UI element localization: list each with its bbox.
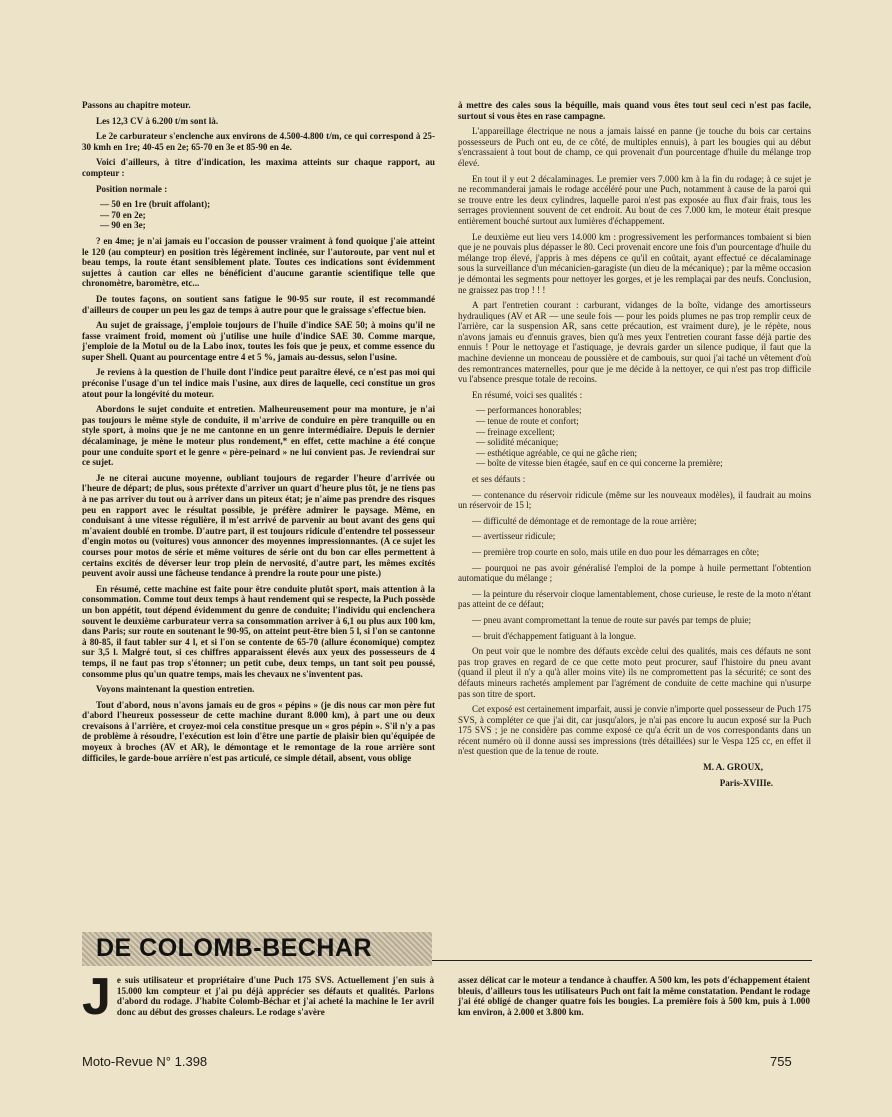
section-divider	[432, 960, 812, 961]
paragraph: Le deuxième eut lieu vers 14.000 km : progressivement les performances tombaient si bien que je ne pouvais plus dépasser le 80. Ceci provenait encore une fois d'un pourcentage d'huile du mélange trop élevé, j'appris à mes dépens ce qu'il en coûtait, ayant effectué ce décalaminage sous la surveillance d'un mécanicien-garagiste (un dieu de la mécanique) ; par la même occasion je démontai les segments pour nettoyer les gorges, et je les remplaçai par des neufs. Conclusion, ne graissez pas trop ! ! !	[458, 231, 811, 295]
colomb-bechar-left-text	[82, 968, 434, 1026]
qualities-list	[476, 405, 811, 469]
list-item: — 50 en 1re (bruit affolant);	[100, 199, 211, 210]
defect-item: — avertisseur ridicule;	[472, 531, 556, 542]
paragraph: Le 2e carburateur s'enclenche aux environs de 4.500-4.800 t/m, ce qui correspond à 25-30 kmh en 1re; 40-45 en 2e; 65-70 en 3e et 85-90 en 4e.	[82, 131, 435, 152]
list-item: — performances honorables;	[476, 405, 582, 416]
author-signature: M. A. GROUX,	[703, 762, 763, 773]
list-item: — freinage excellent;	[476, 426, 555, 437]
list-item: — esthétique agréable, ce qui ne gâche rien;	[476, 447, 638, 458]
defect-item: — pneu avant compromettant la tenue de route sur pavés par temps de pluie;	[472, 614, 752, 625]
paragraph: à mettre des cales sous la béquille, mais quand vous êtes tout seul ceci n'est pas facile, surtout si vous êtes en rase campagne.	[458, 100, 811, 121]
defect-item: — contenance du réservoir ridicule (même sur les nouveaux modèles), il faudrait au moins un réservoir de 15 l;	[458, 489, 811, 511]
paragraph: Je reviens à la question de l'huile dont l'indice peut paraître élevé, ce n'est pas moi qui préconise l'usage d'un tel indice mais l'usine, aux dires de laquelle, ceci constitue un gros atout pour la longévité du moteur.	[82, 367, 435, 399]
paragraph: L'appareillage électrique ne nous a jamais laissé en panne (je touche du bois car certains possesseurs de Puch ont eu, de ce côté, de multiples ennuis), à part les bougies qui au début s'encrassaient à tout bout de champ, ce qui provenait d'un pourcentage d'huile du mélange trop élevé.	[458, 126, 811, 168]
position-label: Position normale :	[96, 183, 168, 194]
paragraph: Abordons le sujet conduite et entretien. Malheureusement pour ma monture, je n'ai pas toujours le même style de conduite, il m'arrive de conduire en père tranquille ou en style sport, à moins que je ne me cantonne en un genre intermédiaire. Depuis le dernier décalaminage, je mène le moteur plus rondement,* en effet, cette machine a été conçue pour une conduite sport et le genre « père-peinard » ne lui convient pas. Je reviendrai sur ce sujet.	[82, 404, 435, 468]
defects-intro: et ses défauts :	[472, 474, 526, 484]
right-column	[458, 100, 811, 930]
section-title: DE COLOMB-BECHAR	[96, 934, 373, 962]
paragraph: De toutes façons, on soutient sans fatigue le 90-95 sur route, il est recommandé d'ailleurs de couper un peu les gaz de temps à autre pour que le graissage s'effectue bien.	[82, 293, 435, 315]
paragraph: Voyons maintenant la question entretien.	[96, 684, 255, 695]
page-number: 755	[770, 1054, 792, 1069]
list-item: — boîte de vitesse bien étagée, sauf en ce qui concerne la première;	[476, 458, 723, 469]
defect-item: — la peinture du réservoir cloque lamentablement, chose curieuse, le reste de la moto n'étant pas atteint de ce défaut;	[458, 588, 811, 610]
paragraph: assez délicat car le moteur a tendance à chauffer. A 500 km, les pots d'échappement étaient bleuis, d'ailleurs tous les utilisateurs Puch ont fait la même constatation. Pendant le rodage j'ai été obligé de changer quatre fois les bougies. La première fois à 500 km, puis à 1.000 km environ, à 2.000 et 3.800 km.	[458, 975, 810, 1017]
list-item: — tenue de route et confort;	[476, 416, 579, 427]
defect-item: — bruit d'échappement fatiguant à la longue.	[472, 630, 637, 641]
drop-cap: J	[82, 968, 111, 1026]
paragraph: e suis utilisateur et propriétaire d'une Puch 175 SVS. Actuellement j'en suis à 15.000 km compteur et j'ai pu déjà apprécier ses défauts et qualités. Parlons d'abord du rodage. J'habite Colomb-Béchar et j'ai acheté la machine le 1er avril donc au début des grosses chaleurs. Le rodage s'avère	[116, 975, 434, 1017]
positions-list	[100, 199, 435, 231]
paragraph: ? en 4me; je n'ai jamais eu l'occasion de pousser vraiment à fond quoique j'aie atteint le 120 (au compteur) en position très légèrement inclinée, sur l'autoroute, par vent nul et beau temps, la route étant sensiblement plate. Toutes ces indications sont évidemment sujettes à caution car elles ne bénéficient d'aucune garantie scientifique telle que chronomètre, baromètre, etc...	[82, 235, 435, 289]
paragraph: Les 12,3 CV à 6.200 t/m sont là.	[96, 115, 219, 126]
paragraph: Cet exposé est certainement imparfait, aussi je convie n'importe quel possesseur de Puch 175 SVS, à compléter ce que j'ai dit, car jusqu'alors, je n'ai pas encore lu aucun exposé sur la Puch 175 SVS ; je ne considère pas comme exposé ce qu'a écrit un de vos correspondants dans un récent numéro où il donne aussi ses impressions (très détaillées) sur le Vespa 125 cc, en effet il n'est question que de la tenue de route.	[458, 704, 811, 757]
defect-item: — première trop courte en solo, mais utile en duo pour les démarrages en côte;	[472, 546, 760, 557]
left-column	[82, 100, 435, 930]
paragraph: Tout d'abord, nous n'avons jamais eu de gros « pépins » (je dis nous car mon père fut d'abord l'heureux possesseur de cette machine durant 8.000 km), à part une ou deux crevaisons à l'arrière, et croyez-moi cela constitue presque un « gros pépin ». S'il n'y a pas de problème à résoudre, l'exécution est loin d'être une partie de plaisir bien qu'équipée de moyeux à broches (AV et AR), le démontage et le remontage de la roue arrière sont difficiles, le garde-boue arrière n'est pas articulé, ce simple détail, absent, vous oblige	[82, 699, 435, 763]
list-item: — solidité mécanique;	[476, 437, 559, 448]
paragraph: Voici d'ailleurs, à titre d'indication, les maxima atteints sur chaque rapport, au compteur :	[82, 157, 435, 178]
engine-heading: Passons au chapitre moteur.	[82, 100, 191, 110]
paragraph: A part l'entretien courant : carburant, vidanges de la boîte, vidange des amortisseurs hydrauliques (AV et AR — une seule fois — pour les poids plumes ne pas trop remplir ceux de l'arrière, car la suspension AR, sans cette précaution, est vraiment dure), je le répète, nous n'avons jamais eu d'ennuis graves, bien qu'à mes yeux l'entretien courant fasse déjà partie des ennuis ! Pour le nettoyage et l'astiquage, je devrais garder un silence pudique, il faut que la machine devienne un monceau de poussière et de cambouis, sur quoi j'ai taché un vêtement d'où des remontrances maternelles, pour que je me décide à la nettoyer, ce qui n'est pas trop difficile vu l'absence presque totale de recoins.	[458, 300, 811, 385]
paragraph: Je ne citerai aucune moyenne, oubliant toujours de regarder l'heure d'arrivée ou l'heure de départ; de plus, sous prétexte d'arriver un quart d'heure plus tôt, je ne tiens pas à ne pas arriver du tout ou à arriver dans un piteux état; je n'aime pas prendre des risques peu en rapport avec le résultat possible, je préfère admirer le paysage. Même, en conduisant à une vitesse régulière, il m'est arrivé de parvenir au bout avant des gens qui m'avaient doublé en trombe. D'autre part, il est toujours ridicule d'entendre tel possesseur d'engin motos ou (voitures) vous annoncer des moyennes impressionnantes. (A ce sujet les courses pour motos de série et même voitures de série ont du bon car elles permettent à certains excités de déverser leur trop plein de nervosité, d'autre part, les mêmes excités peuvent avoir aussi une fâcheuse tendance à prendre la route pour une piste.)	[82, 472, 435, 579]
paragraph: On peut voir que le nombre des défauts excède celui des qualités, mais ces défauts ne sont pas trop graves en regard de ce que cette moto peut procurer, sauf l'histoire du pneu avant (quand il pleut il n'y a qu'à aller moins vite) ils ne compromettent pas la sécurité; ce sont des défauts mineurs rachetés amplement par l'agrément de conduite de cette machine qui n'usurpe pas son titre de sport.	[458, 646, 811, 699]
paragraph: En tout il y eut 2 décalaminages. Le premier vers 7.000 km à la fin du rodage; à ce sujet je ne recommanderai jamais le rodage accéléré pour une Puch, notamment à cause de la paroi qui se trouve entre les deux cylindres, laquelle paroi n'est pas exposée au flux d'air frais, tous les serrages proviennent souvent de cet endroit. Au bout de ces 7.000 km, le moteur était presque entièrement bouché surtout aux lumières d'échappement.	[458, 173, 811, 226]
qualities-intro: En résumé, voici ses qualités :	[472, 389, 583, 400]
colomb-bechar-right-text	[458, 975, 810, 1017]
defect-item: — pourquoi ne pas avoir généralisé l'emploi de la pompe à huile permettant l'obtention automatique du mélange ;	[458, 562, 811, 584]
author-location: Paris-XVIIIe.	[719, 777, 773, 788]
paragraph: En résumé, cette machine est faite pour être conduite plutôt sport, mais attention à la consommation. Comme tout deux temps à haut rendement qui se respecte, la Puch possède un bon appétit, tout dépend évidemment du genre de conduite; l'individu qui enclenchera souvent le deuxième carburateur verra sa consommation arriver à 6,1 ou plus aux 100 km, dans Paris; sur route en soutenant le 90-95, on atteint peut-être bien 5 l, si l'on se cantonne à 80-85, il faut tabler sur 4 l, et si l'on se contente de 65-70 (allure économique) comptez sur 3,5 l. Malgré tout, si ces chiffres apparaissent élevés aux yeux des possesseurs de 4 temps, il ne faut pas trop s'étonner; un petit cube, deux temps, un tant soit peu poussé, consomme plus qu'un quatre temps, mais les chevaux ne s'inventent pas.	[82, 583, 435, 679]
list-item: — 70 en 2e;	[100, 209, 146, 220]
list-item: — 90 en 3e;	[100, 220, 146, 231]
magazine-issue: Moto-Revue N° 1.398	[82, 1054, 208, 1069]
paragraph: Au sujet de graissage, j'emploie toujours de l'huile d'indice SAE 50; à moins qu'il ne fasse vraiment froid, moment où j'utilise une huile d'indice SAE 30. Comme marque, j'emploie de la Motul ou de la Labo inox, toutes les fois que je peux, et comme essence du super Shell. Quant au pourcentage entre 4 et 5 %, jamais au-dessus, selon l'usine.	[82, 320, 435, 362]
defect-item: — difficulté de démontage et de remontage de la roue arrière;	[472, 515, 697, 526]
